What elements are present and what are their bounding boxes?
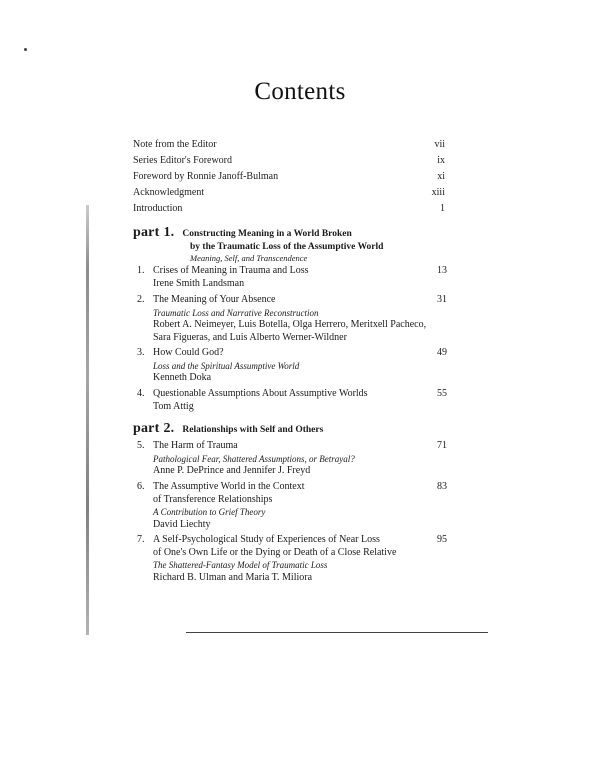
toc-entry-label: Acknowledgment bbox=[133, 187, 205, 198]
chapter-subtitle: Pathological Fear, Shattered Assumptions, or Betrayal? bbox=[153, 453, 355, 464]
toc-entry-page: ix bbox=[437, 155, 445, 166]
chapter-number: 7. bbox=[137, 534, 145, 545]
chapter-title: Questionable Assumptions About Assumptive Worlds bbox=[153, 388, 368, 399]
part-title: Constructing Meaning in a World Broken bbox=[182, 229, 352, 239]
part-heading-2 bbox=[133, 419, 463, 437]
toc-entry-page: xiii bbox=[431, 187, 445, 198]
toc-entry-foreword bbox=[133, 171, 445, 187]
chapter-page: 55 bbox=[437, 388, 447, 399]
chapter-page: 31 bbox=[437, 294, 447, 305]
chapter-authors: Anne P. DePrince and Jennifer J. Freyd bbox=[153, 465, 311, 476]
chapter-title: A Self-Psychological Study of Experiences of Near Loss bbox=[153, 534, 380, 545]
chapter-authors: David Liechty bbox=[153, 518, 211, 530]
chapter-title-line2: of One's Own Life or the Dying or Death of a Close Relative bbox=[153, 546, 397, 558]
chapter-title: Crises of Meaning in Trauma and Loss bbox=[153, 265, 309, 276]
part-title-line2: by the Traumatic Loss of the Assumptive World bbox=[190, 242, 384, 252]
binding-shadow bbox=[86, 205, 89, 635]
toc-entry-label: Note from the Editor bbox=[133, 139, 217, 150]
chapter-authors: Tom Attig bbox=[153, 400, 194, 412]
chapter-page: 13 bbox=[437, 265, 447, 276]
part-number: 2. bbox=[163, 421, 175, 436]
chapter-page: 83 bbox=[437, 481, 447, 492]
part-label: part bbox=[133, 421, 160, 436]
chapter-subtitle: Traumatic Loss and Narrative Reconstruction bbox=[153, 307, 319, 318]
toc-entry-page: xi bbox=[437, 171, 445, 182]
chapter-authors: Robert A. Neimeyer, Luis Botella, Olga Herrero, Meritxell Pacheco, Sara Figueras, and Luis Alberto Werner-Wildner bbox=[153, 319, 427, 343]
chapter-page: 49 bbox=[437, 347, 447, 358]
part-number: 1. bbox=[163, 225, 175, 240]
toc-entry-label: Series Editor's Foreword bbox=[133, 155, 233, 166]
chapter-subtitle: Loss and the Spiritual Assumptive World bbox=[153, 360, 300, 371]
toc-entry-label: Foreword by Ronnie Janoff-Bulman bbox=[133, 171, 279, 182]
bottom-rule bbox=[186, 632, 488, 633]
chapter-authors: Kenneth Doka bbox=[153, 372, 212, 383]
chapter-authors: Richard B. Ulman and Maria T. Miliora bbox=[153, 571, 313, 583]
part-title: Relationships with Self and Others bbox=[182, 425, 324, 435]
toc-entry-series-foreword bbox=[133, 155, 445, 171]
toc-entry-note-from-editor bbox=[133, 139, 445, 155]
part-subtitle: Meaning, Self, and Transcendence bbox=[190, 253, 308, 263]
chapter-number: 4. bbox=[137, 388, 145, 399]
chapter-number: 6. bbox=[137, 481, 145, 492]
toc-entry-introduction bbox=[133, 203, 445, 219]
chapter-title-line2: of Transference Relationships bbox=[153, 493, 273, 505]
chapter-subtitle: The Shattered-Fantasy Model of Traumatic Loss bbox=[153, 560, 328, 570]
chapter-number: 1. bbox=[137, 265, 145, 276]
chapter-title: The Assumptive World in the Context bbox=[153, 481, 305, 492]
scan-speck bbox=[24, 48, 27, 51]
chapter-authors: Irene Smith Landsman bbox=[153, 277, 245, 289]
toc-entry-page: 1 bbox=[440, 203, 445, 214]
toc-entry-page: vii bbox=[434, 139, 445, 150]
chapter-subtitle: A Contribution to Grief Theory bbox=[153, 507, 266, 517]
part-heading-1 bbox=[133, 223, 463, 264]
part-label: part bbox=[133, 225, 160, 240]
chapter-page: 71 bbox=[437, 440, 447, 451]
chapter-title: The Harm of Trauma bbox=[153, 440, 238, 451]
chapter-number: 3. bbox=[137, 347, 145, 358]
toc-entry-label: Introduction bbox=[133, 203, 183, 214]
chapter-title: The Meaning of Your Absence bbox=[153, 294, 276, 305]
chapter-number: 5. bbox=[137, 440, 145, 451]
page-title: Contents bbox=[254, 78, 346, 105]
chapter-title: How Could God? bbox=[153, 347, 224, 358]
toc-entry-acknowledgment bbox=[133, 187, 445, 203]
chapter-page: 95 bbox=[437, 534, 447, 545]
chapter-number: 2. bbox=[137, 294, 145, 305]
